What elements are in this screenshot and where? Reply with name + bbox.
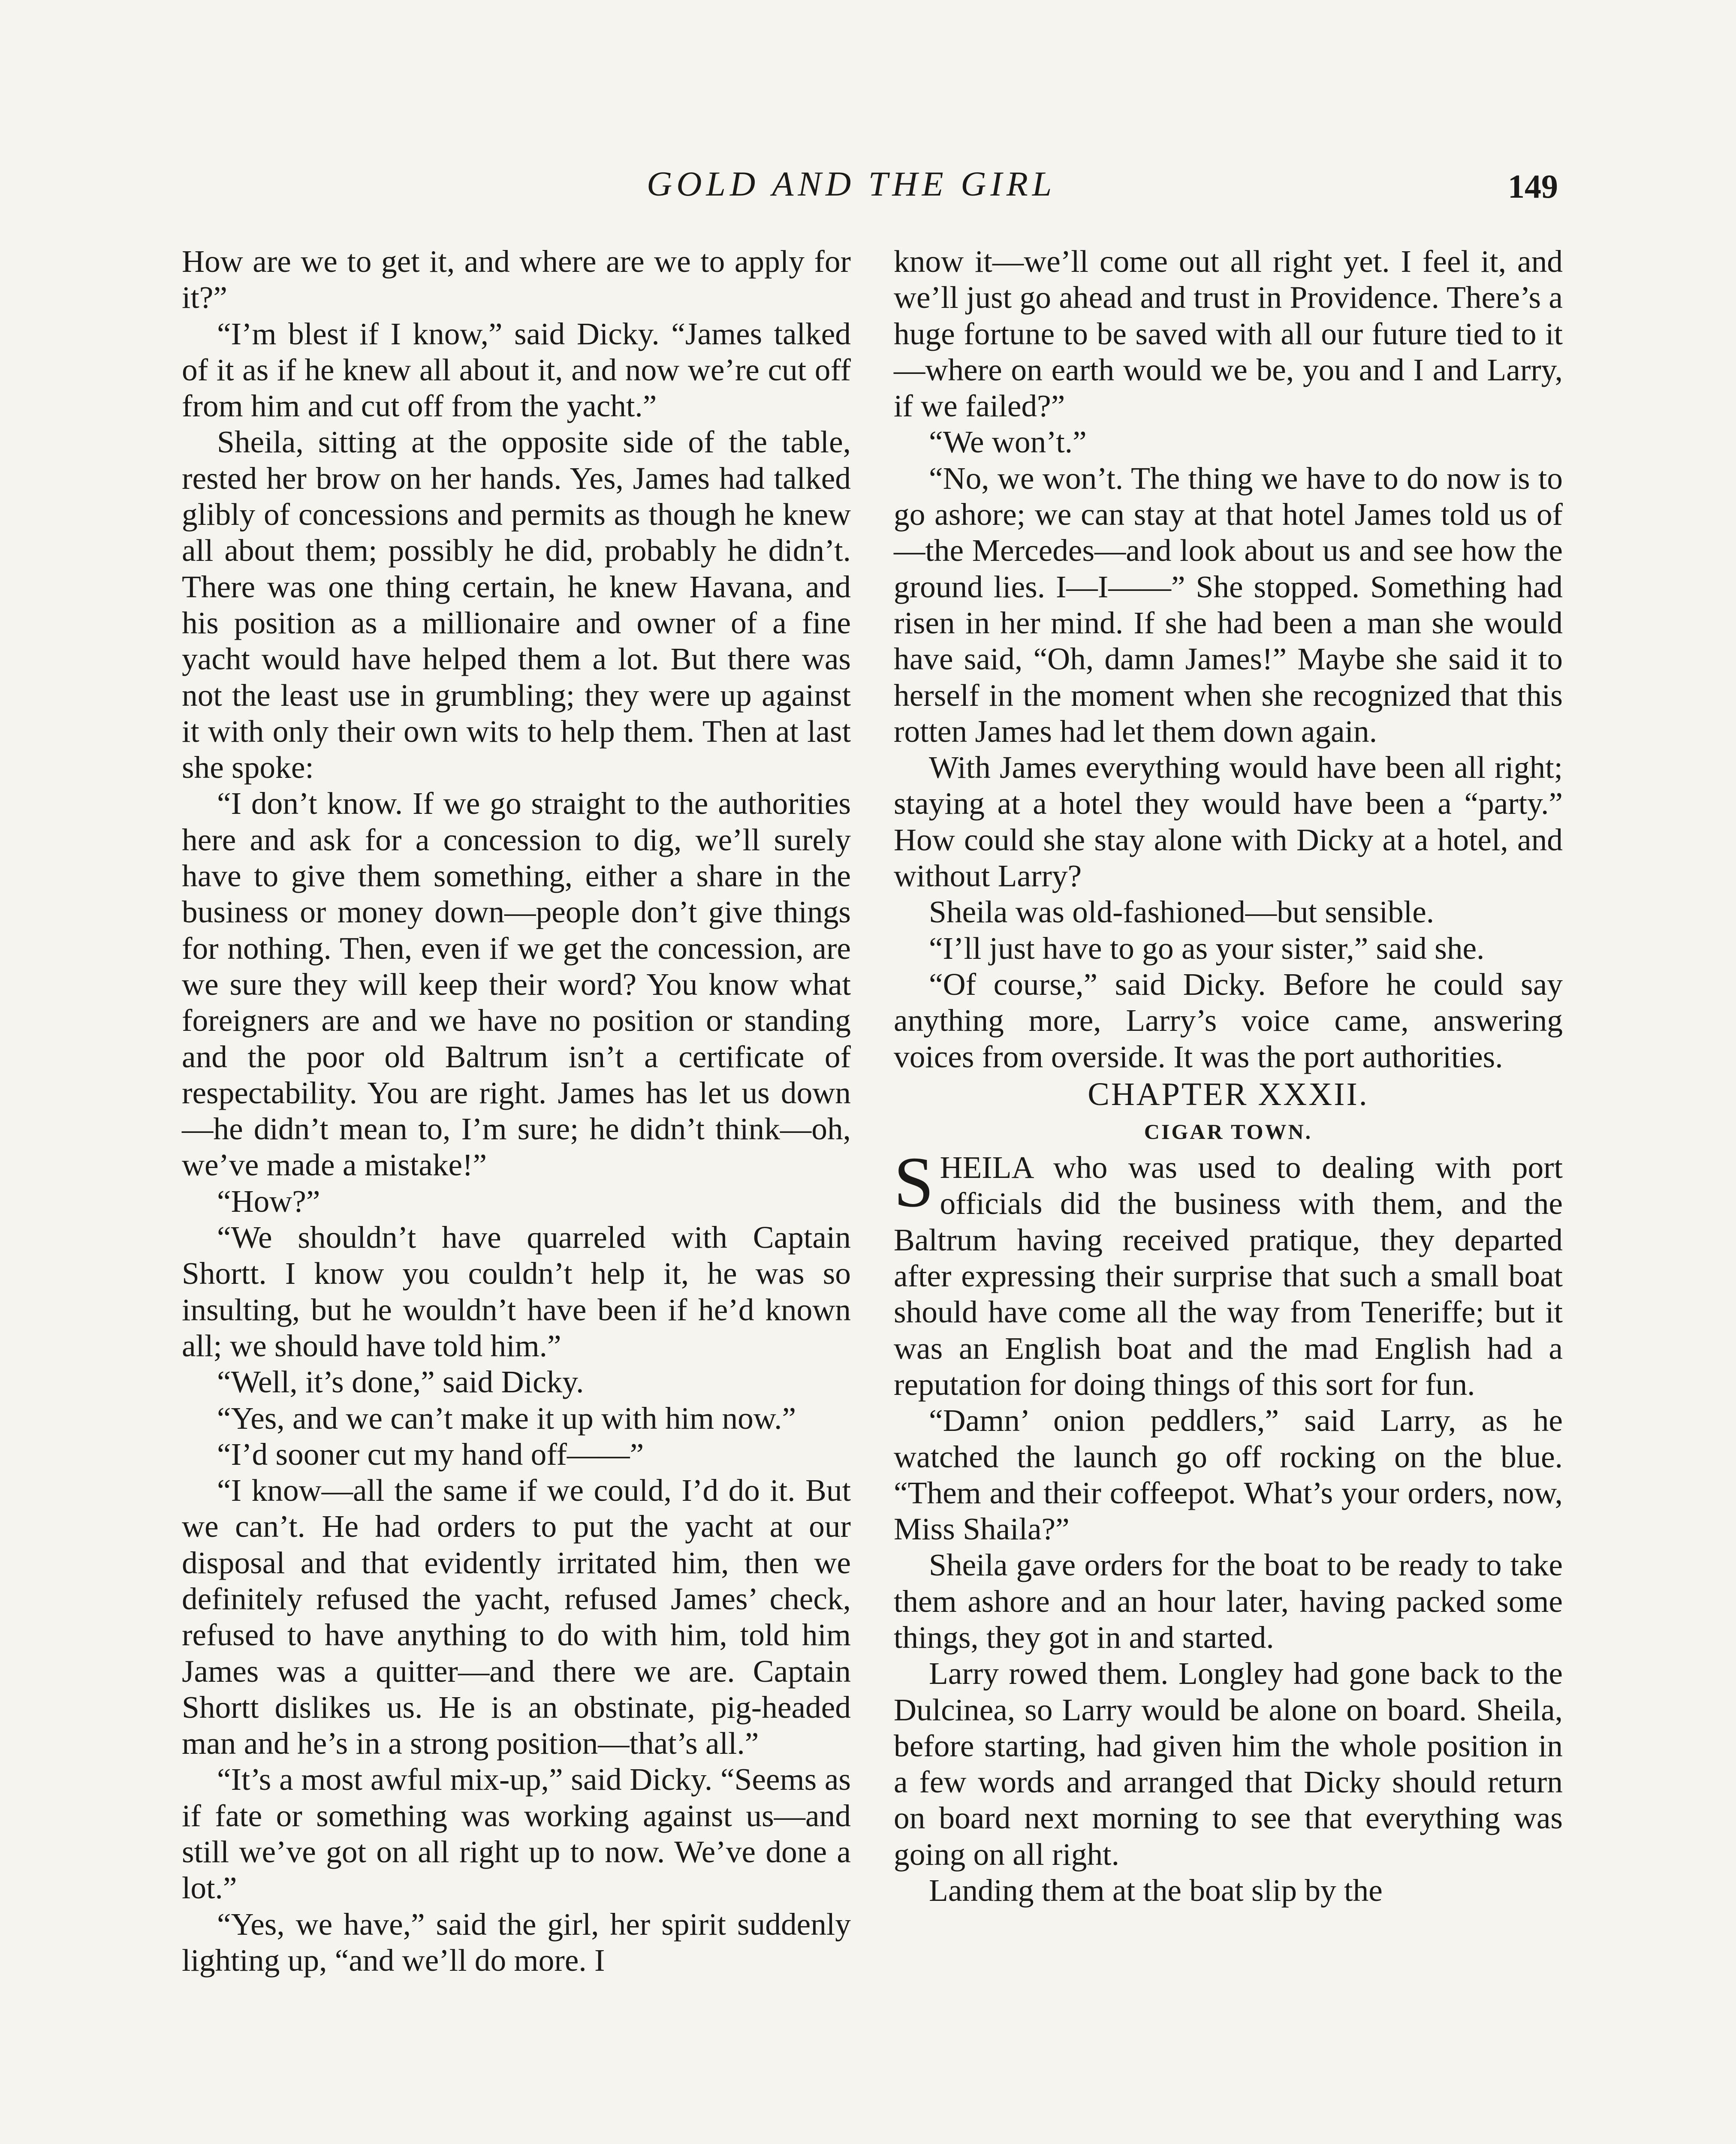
paragraph: “Damn’ onion peddlers,” said Larry, as he watched the launch go off rocking on the blue. “Them and their coffeepot. What’s your orders, now, Miss Shaila?”	[894, 1403, 1563, 1547]
right-column-bottom	[894, 1403, 1563, 1909]
paragraph: “I’ll just have to go as your sister,” said she.	[929, 930, 1485, 966]
drop-cap: S	[894, 1142, 934, 1223]
chapter-subtitle: CIGAR TOWN.	[1144, 1119, 1313, 1144]
paragraph: How are we to get it, and where are we to apply for it?”	[182, 244, 851, 315]
paragraph: “I’d sooner cut my hand off——”	[217, 1436, 644, 1472]
paragraph: “No, we won’t. The thing we have to do now is to go ashore; we can stay at that hotel James told us of—the Mercedes—and look about us and see how the ground lies. I—I——” She stopped. Something had risen in her mind. If she had been a man she would have said, “Oh, damn James!” Maybe she said it to herself in the moment when she recognized that this rotten James had let them down again.	[894, 461, 1563, 749]
paragraph: “It’s a most awful mix-up,” said Dicky. “Seems as if fate or something was working against us—and still we’ve got on all right up to now. We’ve done a lot.”	[182, 1762, 851, 1906]
paragraph: “We won’t.”	[929, 425, 1087, 460]
paragraph: “Of course,” said Dicky. Before he could say anything more, Larry’s voice came, answering voices from overside. It was the port authorities.	[894, 967, 1563, 1074]
paragraph: know it—we’ll come out all right yet. I feel it, and we’ll just go ahead and trust in Providence. There’s a huge fortune to be saved with all our future tied to it—where on earth would we be, you and I and Larry, if we failed?”	[894, 244, 1563, 424]
paragraph: Sheila was old-fashioned—but sensible.	[929, 894, 1435, 930]
running-title: GOLD AND THE GIRL	[647, 164, 1056, 203]
page-number: 149	[1508, 168, 1558, 205]
paragraph: Larry rowed them. Longley had gone back to the Dulcinea, so Larry would be alone on board. Sheila, before starting, had given him the whole position in a few words and arranged that Dicky should return on board next morning to see that everything was going on all right.	[894, 1656, 1563, 1872]
chapter-opening-text: HEILA who was used to dealing with port officials did the business with them, and the Baltrum having received pratique, they departed after expressing their surprise that such a small boat should have come all the way from Teneriffe; but it was an English boat and the mad English had a reputation for doing things of this sort for fun.	[894, 1150, 1563, 1402]
chapter-opening-paragraph	[894, 1142, 1563, 1403]
paragraph: With James everything would have been all right; staying at a hotel they would have been a “party.” How could she stay alone with Dicky at a hotel, and without Larry?	[894, 750, 1563, 894]
paragraph: “We shouldn’t have quarreled with Captain Shortt. I know you couldn’t help it, he was so insulting, but he wouldn’t have been if he’d known all; we should have told him.”	[182, 1220, 851, 1363]
right-column-top	[894, 244, 1563, 1075]
paragraph: Sheila gave orders for the boat to be ready to take them ashore and an hour later, having packed some things, they got in and started.	[894, 1548, 1563, 1655]
paragraph: “Yes, and we can’t make it up with him now.”	[217, 1400, 796, 1436]
paragraph: Sheila, sitting at the opposite side of the table, rested her brow on her hands. Yes, James had talked glibly of concessions and permits as though he knew all about them; possibly he did, probably he didn’t. There was one thing certain, he knew Havana, and his position as a millionaire and owner of a fine yacht would have helped them a lot. But there was not the least use in grumbling; they were up against it with only their own wits to help them. Then at last she spoke:	[182, 425, 851, 785]
paragraph: “I know—all the same if we could, I’d do it. But we can’t. He had orders to put the yacht at our disposal and that evidently irritated him, then we definitely refused the yacht, refused James’ check, refused to have anything to do with him, told him James was a quitter—and there we are. Captain Shortt dislikes us. He is an obstinate, pig-headed man and he’s in a strong position—that’s all.”	[182, 1473, 851, 1761]
right-column	[894, 244, 1563, 1909]
paragraph: “How?”	[217, 1183, 320, 1219]
running-head	[0, 164, 1736, 215]
left-column	[182, 244, 851, 1978]
paragraph: “I don’t know. If we go straight to the authorities here and ask for a concession to dig, we’ll surely have to give them something, either a share in the business or money down—people don’t give things for nothing. Then, even if we get the concession, are we sure they will keep their word? You know what foreigners are and we have no position or standing and the poor old Baltrum isn’t a certificate of respectability. You are right. James has let us down—he didn’t mean to, I’m sure; he didn’t think—oh, we’ve made a mistake!”	[182, 786, 851, 1183]
paragraph: Landing them at the boat slip by the	[929, 1873, 1383, 1908]
chapter-heading: CHAPTER XXXII.	[1088, 1076, 1369, 1112]
paragraph: “I’m blest if I know,” said Dicky. “James talked of it as if he knew all about it, and now we’re cut off from him and cut off from the yacht.”	[182, 316, 851, 424]
paragraph: “Yes, we have,” said the girl, her spirit suddenly lighting up, “and we’ll do more. I	[182, 1906, 851, 1978]
paragraph: “Well, it’s done,” said Dicky.	[217, 1364, 584, 1400]
